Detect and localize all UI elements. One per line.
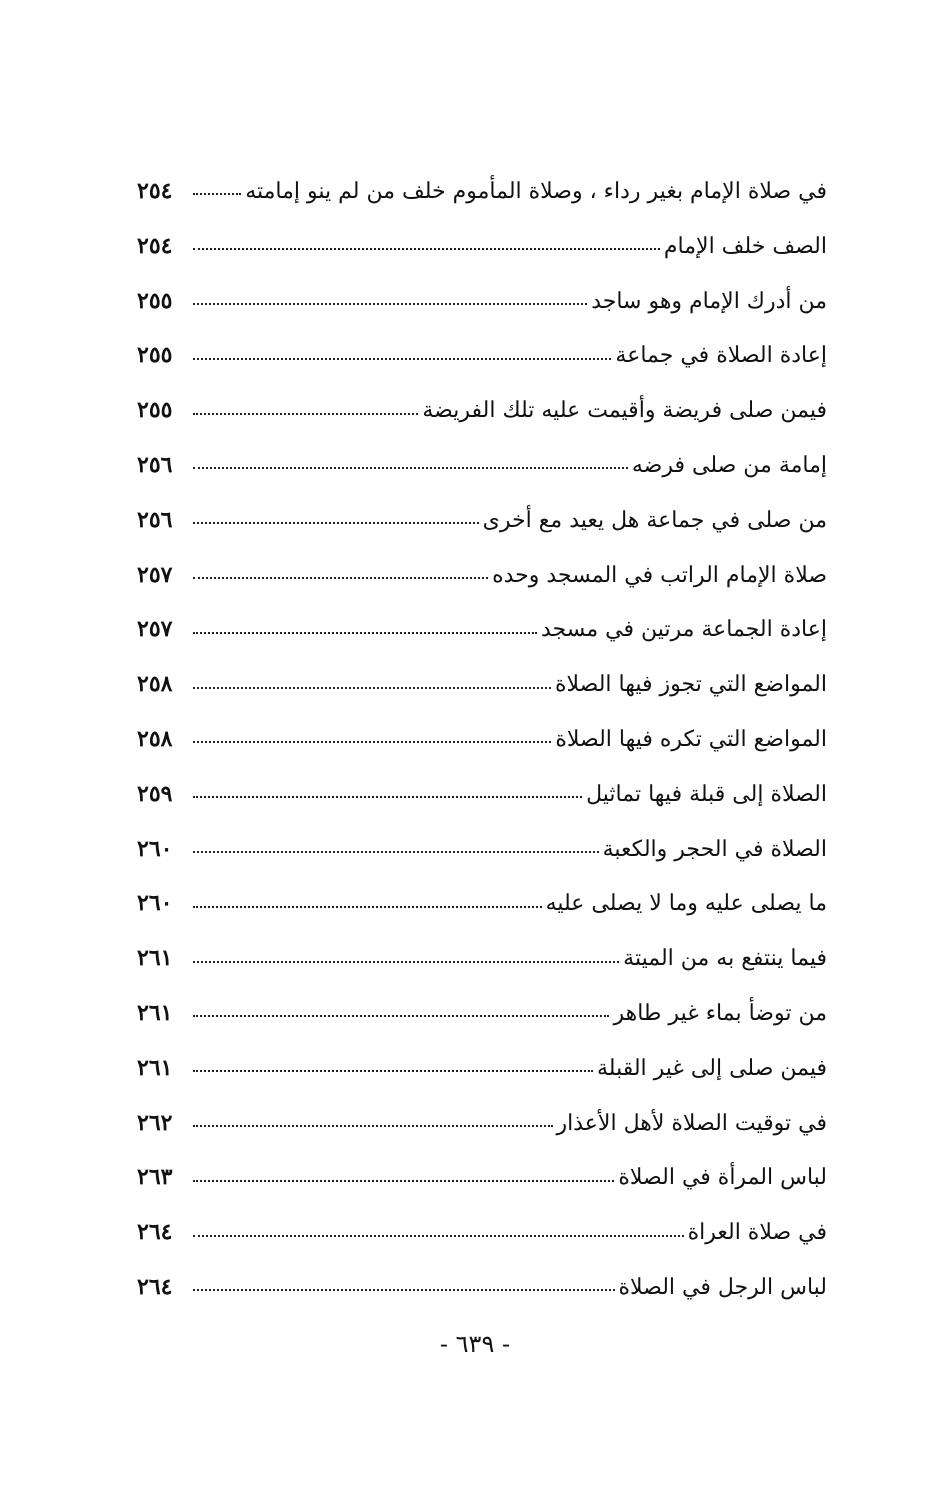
toc-entry: [137, 1260, 827, 1315]
dot-leader: [193, 796, 582, 798]
dot-leader: [193, 1070, 593, 1072]
dot-leader: [193, 358, 611, 360]
dot-leader: [193, 632, 537, 634]
toc-entry-page: ٢٦٤: [137, 1273, 173, 1300]
toc-entry: [137, 712, 827, 767]
toc-entry: [137, 274, 827, 329]
toc-entry-page: ٢٦٠: [137, 835, 173, 862]
toc-entry: [137, 1041, 827, 1096]
dot-leader: [193, 1235, 684, 1237]
toc-entry-title: لباس الرجل في الصلاة: [618, 1274, 827, 1300]
toc-entry-page: ٢٦١: [137, 999, 173, 1026]
table-of-contents: [137, 164, 827, 1315]
dot-leader: [193, 467, 628, 469]
dot-leader: [193, 1180, 614, 1182]
toc-entry-title: فيمن صلى إلى غير القبلة: [597, 1055, 827, 1081]
toc-entry-page: ٢٥٥: [137, 342, 173, 369]
toc-entry: [137, 1205, 827, 1260]
toc-entry-page: ٢٥٧: [137, 561, 173, 588]
toc-entry-title: من أدرك الإمام وهو ساجد: [591, 288, 827, 314]
toc-entry: [137, 931, 827, 986]
toc-entry-title: صلاة الإمام الراتب في المسجد وحده: [492, 562, 827, 588]
toc-entry-title: الصلاة في الحجر والكعبة: [602, 836, 827, 862]
toc-entry: [137, 657, 827, 712]
toc-entry-title: ما يصلى عليه وما لا يصلى عليه: [545, 891, 827, 917]
toc-entry-title: إعادة الصلاة في جماعة: [615, 343, 827, 369]
toc-entry: [137, 548, 827, 603]
dot-leader: [193, 522, 479, 524]
toc-entry-page: ٢٥٥: [137, 287, 173, 314]
toc-entry: [137, 164, 827, 219]
toc-entry-page: ٢٦٣: [137, 1164, 173, 1191]
toc-entry: [137, 1096, 827, 1151]
toc-entry-title: في صلاة العراة: [687, 1220, 827, 1246]
toc-entry: [137, 438, 827, 493]
toc-entry-title: من توضأ بماء غير طاهر: [613, 1000, 827, 1026]
toc-entry-page: ٢٥٨: [137, 725, 173, 752]
toc-entry-page: ٢٥٧: [137, 616, 173, 643]
dot-leader: [193, 741, 551, 743]
toc-entry-title: المواضع التي تجوز فيها الصلاة: [554, 672, 827, 698]
toc-entry-page: ٢٥٤: [137, 178, 173, 204]
toc-entry-title: الصلاة إلى قبلة فيها تماثيل: [586, 781, 827, 807]
toc-entry-page: ٢٥٦: [137, 451, 173, 478]
dot-leader: [193, 1015, 609, 1017]
toc-entry-title: فيمن صلى فريضة وأقيمت عليه تلك الفريضة: [422, 398, 827, 424]
toc-entry: [137, 328, 827, 383]
toc-entry-title: إمامة من صلى فرضه: [631, 452, 827, 478]
dot-leader: [193, 413, 418, 415]
dot-leader: [193, 687, 551, 689]
toc-entry-title: فيما ينتفع به من الميتة: [623, 946, 827, 972]
toc-entry-page: ٢٦٠: [137, 890, 173, 917]
toc-entry-title: الصف خلف الإمام: [663, 233, 827, 259]
dot-leader: [193, 906, 542, 908]
toc-entry-title: إعادة الجماعة مرتين في مسجد: [540, 617, 827, 643]
toc-entry: [137, 383, 827, 438]
toc-entry-page: ٢٥٨: [137, 671, 173, 698]
toc-entry-page: ٢٥٤: [137, 232, 173, 259]
toc-entry-page: ٢٦١: [137, 1054, 173, 1081]
toc-entry-page: ٢٥٥: [137, 397, 173, 424]
toc-entry-title: لباس المرأة في الصلاة: [618, 1165, 827, 1191]
toc-entry-title: المواضع التي تكره فيها الصلاة: [555, 726, 827, 752]
toc-entry-page: ٢٥٩: [137, 780, 173, 807]
dot-leader: [193, 1125, 553, 1127]
dot-leader: [193, 961, 619, 963]
page-number: - ٦٣٩ -: [439, 1330, 511, 1358]
toc-entry: [137, 822, 827, 877]
toc-entry-page: ٢٦٤: [137, 1219, 173, 1246]
toc-entry: [137, 219, 827, 274]
dot-leader: [193, 193, 241, 195]
toc-entry-page: ٢٥٦: [137, 506, 173, 533]
toc-entry: [137, 493, 827, 548]
dot-leader: [193, 1289, 615, 1291]
toc-entry-page: ٢٦٢: [137, 1109, 173, 1136]
toc-entry: [137, 767, 827, 822]
toc-entry-title: من صلى في جماعة هل يعيد مع أخرى: [482, 507, 827, 533]
dot-leader: [193, 577, 488, 579]
toc-entry-title: في توقيت الصلاة لأهل الأعذار: [556, 1110, 827, 1136]
toc-entry-page: ٢٦١: [137, 945, 173, 972]
dot-leader: [193, 248, 660, 250]
toc-entry: [137, 986, 827, 1041]
toc-entry: [137, 876, 827, 931]
toc-entry: [137, 602, 827, 657]
toc-entry: [137, 1150, 827, 1205]
dot-leader: [193, 303, 587, 305]
dot-leader: [193, 851, 599, 853]
toc-entry-title: في صلاة الإمام بغير رداء ، وصلاة المأموم خلف من لم ينو إمامته: [245, 179, 827, 204]
